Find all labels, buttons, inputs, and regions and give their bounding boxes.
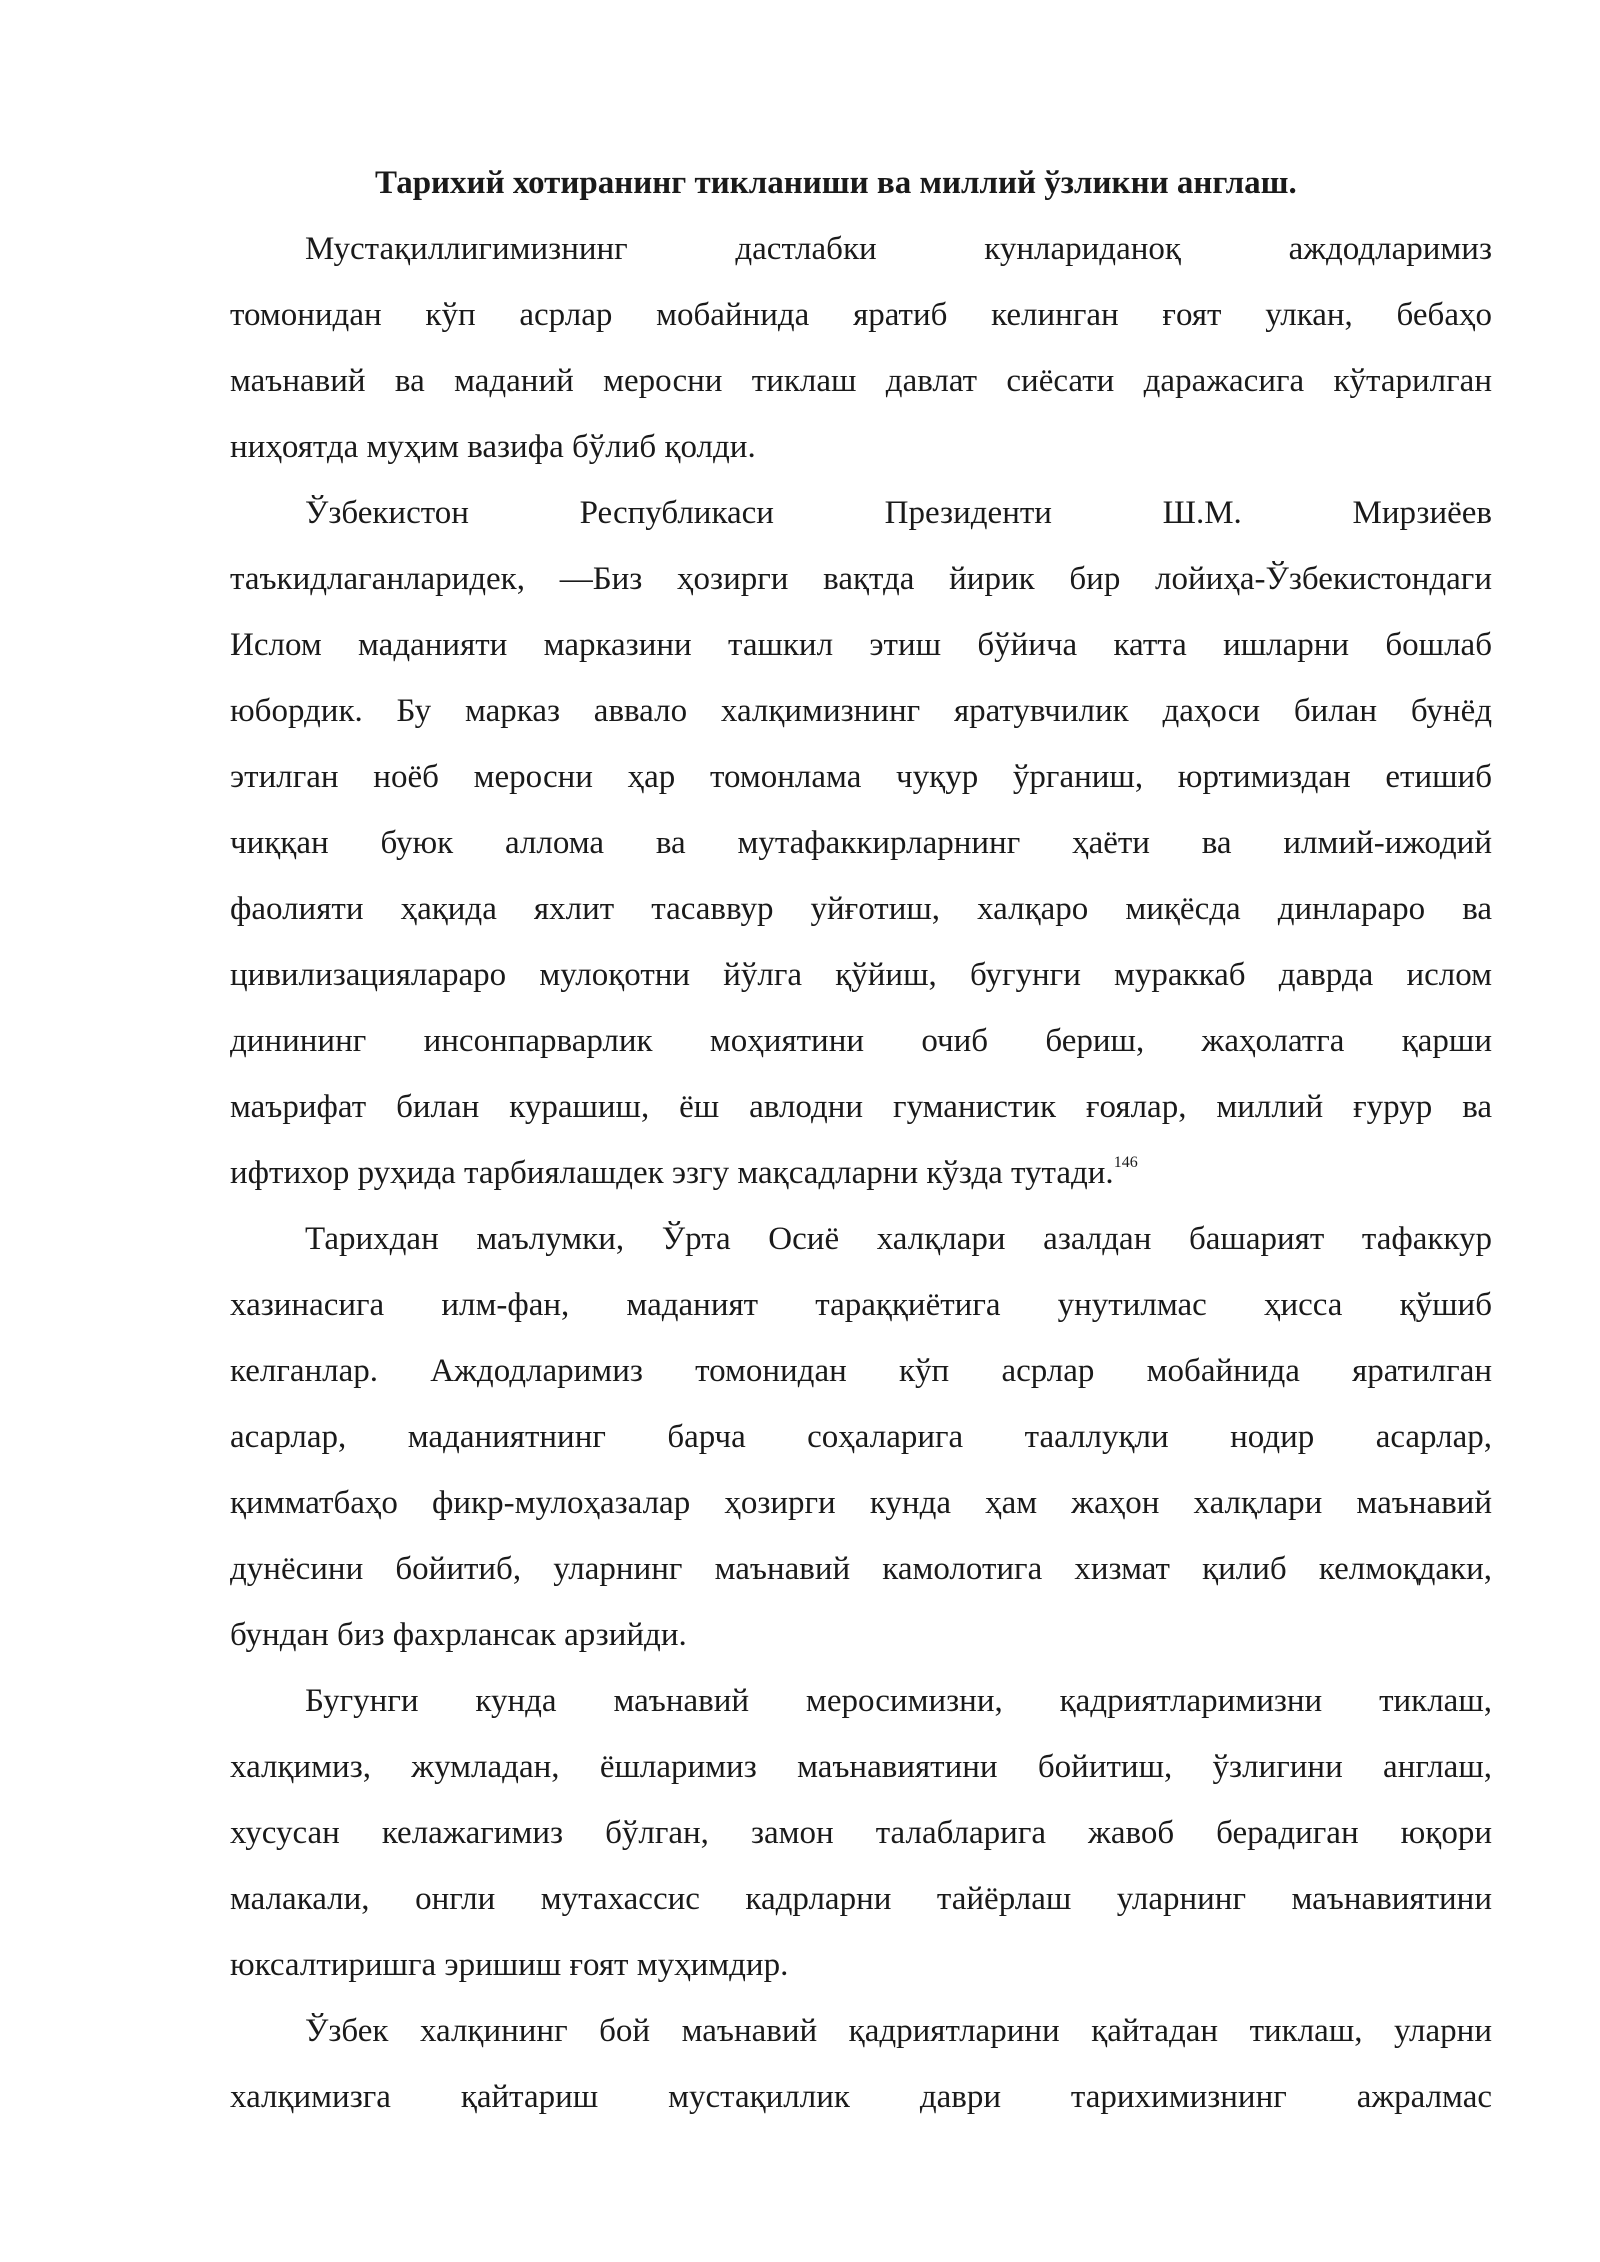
text-line: дунёсини бойитиб, уларнинг маънавий камолотига хизмат қилиб келмоқдаки, [230, 1551, 1492, 1587]
document-page [230, 150, 1492, 2130]
text-line: қимматбаҳо фикр-мулоҳазалар ҳозирги кунда ҳам жаҳон халқлари маънавий [230, 1485, 1492, 1521]
text-line: фаолияти ҳақида яхлит тасаввур уйғотиш, халқаро миқёсда динлараро ва [230, 891, 1492, 927]
text-line: асарлар, маданиятнинг барча соҳаларига тааллуқли нодир асарлар, [230, 1419, 1492, 1455]
text-line: юксалтиришга эришиш ғоят муҳимдир. [230, 1947, 789, 1983]
text-line: маърифат билан курашиш, ёш авлодни гуманистик ғоялар, миллий ғурур ва [230, 1089, 1492, 1125]
text-line: цивилизациялараро мулоқотни йўлга қўйиш, бугунги мураккаб даврда ислом [230, 957, 1492, 993]
document-body [230, 216, 1492, 2130]
text-line: таъкидлаганларидек, ―Биз ҳозирги вақтда йирик бир лойиҳа-Ўзбекистондаги [230, 561, 1492, 597]
paragraph [230, 1998, 1492, 2130]
text-line: Ўзбек халқининг бой маънавий қадриятларини қайтадан тиклаш, уларни [305, 2013, 1492, 2049]
paragraph [230, 480, 1492, 1206]
text-line: чиққан буюк аллома ва мутафаккирларнинг ҳаёти ва илмий-ижодий [230, 825, 1492, 861]
text-line: Мустақиллигимизнинг дастлабки кунлариданоқ аждодларимиз [305, 231, 1492, 267]
text-line: халқимиз, жумладан, ёшларимиз маънавиятини бойитиш, ўзлигини англаш, [230, 1749, 1492, 1785]
text-line: Бугунги кунда маънавий меросимизни, қадриятларимизни тиклаш, [305, 1683, 1492, 1719]
text-line: ифтихор руҳида тарбиялашдек эзгу мақсадларни кўзда тутади.$^{146}$ [230, 1154, 1138, 1191]
text-line: маънавий ва маданий меросни тиклаш давлат сиёсати даражасига кўтарилган [230, 363, 1492, 399]
text-line: бундан биз фахрлансак арзийди. [230, 1617, 687, 1653]
footnote-reference: 146 [1113, 1154, 1138, 1171]
text-line: малакали, онгли мутахассис кадрларни тайёрлаш уларнинг маънавиятини [230, 1881, 1492, 1917]
text-line: этилган ноёб меросни ҳар томонлама чуқур ўрганиш, юртимиздан етишиб [230, 759, 1492, 795]
text-line: юбордик. Бу марказ аввало халқимизнинг яратувчилик даҳоси билан бунёд [230, 693, 1492, 729]
text-line: Ислом маданияти марказини ташкил этиш бўйича катта ишларни бошлаб [230, 627, 1492, 663]
text-line: томонидан кўп асрлар мобайнида яратиб келинган ғоят улкан, бебаҳо [230, 297, 1492, 333]
text-line: хусусан келажагимиз бўлган, замон талабларига жавоб берадиган юқори [230, 1815, 1492, 1851]
text-line: динининг инсонпарварлик моҳиятини очиб бериш, жаҳолатга қарши [230, 1023, 1492, 1059]
text-line: Тарихдан маълумки, Ўрта Осиё халқлари азалдан башарият тафаккур [305, 1221, 1492, 1257]
text-line: ниҳоятда муҳим вазифа бўлиб қолди. [230, 429, 756, 465]
paragraph [230, 1206, 1492, 1668]
document-title: Тарихий хотиранинг тикланиши ва миллий ўзликни англаш. [375, 165, 1297, 201]
text-line: Ўзбекистон Республикаси Президенти Ш.М. Мирзиёев [305, 495, 1492, 531]
paragraph [230, 1668, 1492, 1998]
text-line: хазинасига илм-фан, маданият тараққиётига унутилмас ҳисса қўшиб [230, 1287, 1492, 1323]
text-line: халқимизга қайтариш мустақиллик даври тарихимизнинг ажралмас [230, 2079, 1492, 2115]
text-line: келганлар. Аждодларимиз томонидан кўп асрлар мобайнида яратилган [230, 1353, 1492, 1389]
paragraph [230, 216, 1492, 480]
